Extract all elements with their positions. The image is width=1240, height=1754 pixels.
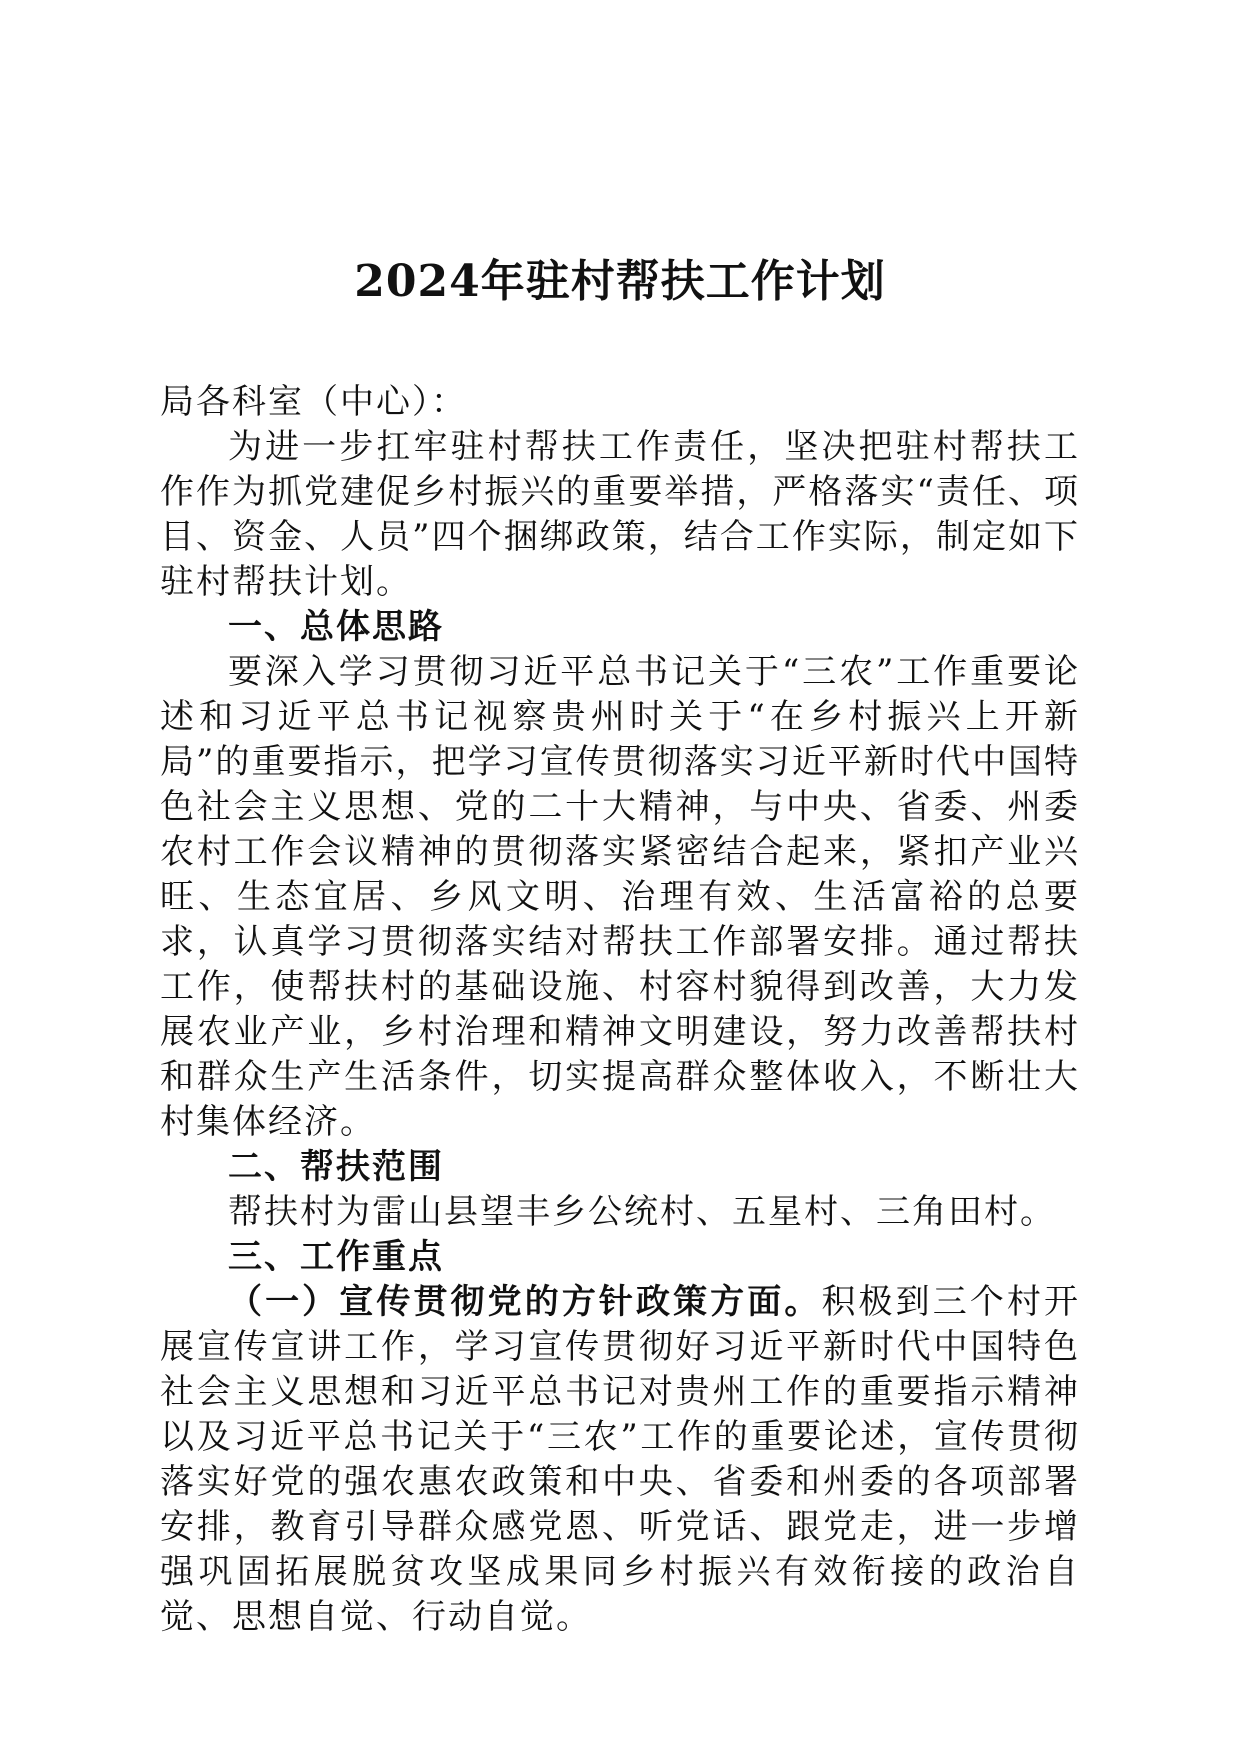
key-work-item-1 [160,1280,1080,1640]
section-heading-overall-approach: 一、总体思路 [228,607,444,647]
section-heading-key-work: 三、工作重点 [228,1237,444,1277]
salutation: 局各科室（中心）： [160,382,467,422]
intro-paragraph: 为进一步扛牢驻村帮扶工作责任，坚决把驻村帮扶工作作为抓党建促乡村振兴的重要举措，严格落实“责任、项目、资金、人员”四个捆绑政策，结合工作实际，制定如下驻村帮扶计划。 [160,427,1080,602]
section-paragraph-overall-approach: 要深入学习贯彻习近平总书记关于“三农”工作重要论述和习近平总书记视察贵州时关于“在乡村振兴上开新局”的重要指示，把学习宣传贯彻落实习近平新时代中国特色社会主义思想、党的二十大精神，与中央、省委、州委农村工作会议精神的贯彻落实紧密结合起来，紧扣产业兴旺、生态宜居、乡风文明、治理有效、生活富裕的总要求，认真学习贯彻落实结对帮扶工作部署安排。通过帮扶工作，使帮扶村的基础设施、村容村貌得到改善，大力发展农业产业，乡村治理和精神文明建设，努力改善帮扶村和群众生产生活条件，切实提高群众整体收入，不断壮大村集体经济。 [160,652,1080,1142]
key-work-item-1-text: 积极到三个村开展宣传宣讲工作，学习宣传贯彻好习近平新时代中国特色社会主义思想和习近平总书记对贵州工作的重要指示精神以及习近平总书记关于“三农”工作的重要论述，宣传贯彻落实好党的强农惠农政策和中央、省委和州委的各项部署安排，教育引导群众感党恩、听党话、跟党走，进一步增强巩固拓展脱贫攻坚成果同乡村振兴有效衔接的政治自觉、思想自觉、行动自觉。 [160,1282,1080,1637]
section-heading-scope: 二、帮扶范围 [228,1147,444,1187]
section-paragraph-scope: 帮扶村为雷山县望丰乡公统村、五星村、三角田村。 [228,1192,1056,1232]
document-title: 2024年驻村帮扶工作计划 [354,256,886,307]
document-body [160,380,1080,1640]
key-work-item-1-lead: （一）宣传贯彻党的方针政策方面。 [228,1282,822,1322]
